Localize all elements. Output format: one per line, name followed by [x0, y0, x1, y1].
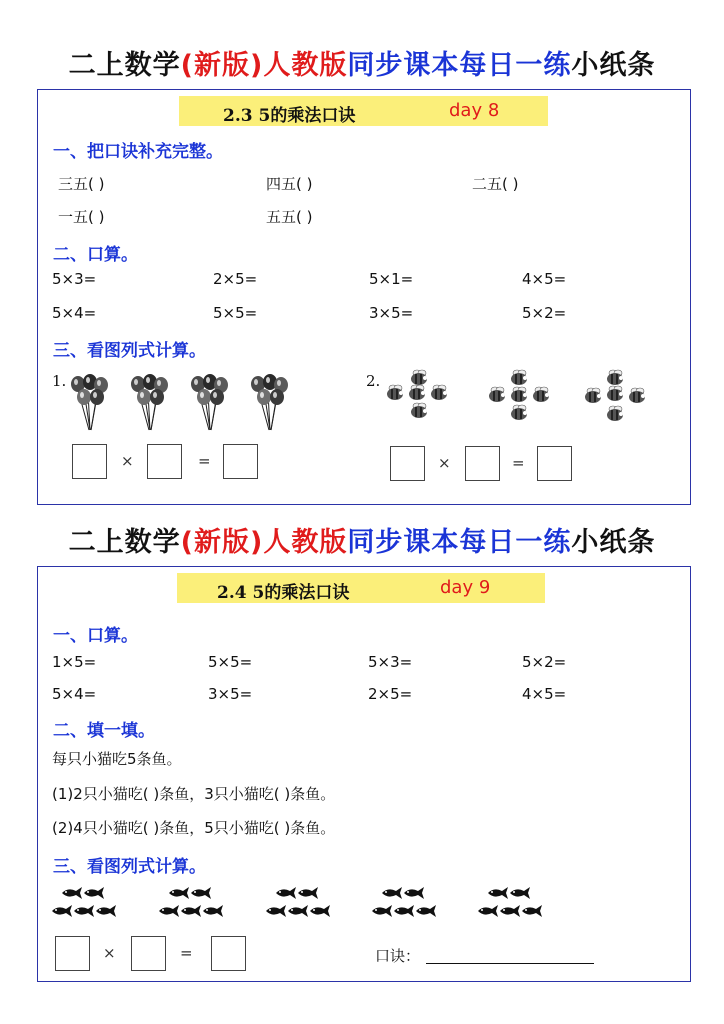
equals-sign: =	[198, 452, 211, 470]
calc-item: 5×2=	[522, 653, 567, 671]
day-banner	[177, 573, 545, 603]
question-intro: 每只小猫吃5条鱼。	[52, 750, 182, 768]
calc-item: 3×5=	[208, 685, 253, 703]
bees-illustration	[383, 368, 653, 436]
calc-item: 5×4=	[52, 685, 97, 703]
problem-number: 1.	[52, 372, 67, 390]
koujue-label: 口诀：	[375, 947, 421, 965]
balloons-illustration	[68, 370, 323, 432]
calc-item: 2×5=	[213, 270, 258, 288]
calc-item: 5×3=	[52, 270, 97, 288]
question-1: (1)2只小猫吃( )条鱼，3只小猫吃( )条鱼。	[52, 785, 336, 803]
lesson-title: 2.3 5的乘法口诀	[223, 106, 356, 126]
worksheet-day8	[37, 89, 691, 505]
worksheet-day9	[37, 566, 691, 982]
fill-item: 二五( )	[472, 175, 519, 193]
day-label: day 9	[440, 577, 491, 598]
equals-sign: =	[180, 944, 193, 962]
answer-box[interactable]	[55, 936, 90, 971]
answer-box[interactable]	[131, 936, 166, 971]
calc-item: 5×5=	[213, 304, 258, 322]
answer-box[interactable]	[465, 446, 500, 481]
calc-item: 5×5=	[208, 653, 253, 671]
calc-item: 1×5=	[52, 653, 97, 671]
section-1-heading: 一、把口诀补充完整。	[53, 142, 223, 162]
main-title-2: 二上数学(新版)人教版同步课本每日一练小纸条	[68, 527, 656, 558]
fill-item: 四五( )	[266, 175, 313, 193]
fill-item: 一五( )	[58, 208, 105, 226]
answer-box[interactable]	[223, 444, 258, 479]
fish-illustration	[52, 885, 572, 927]
equals-sign: =	[512, 454, 525, 472]
section-3-heading: 三、看图列式计算。	[53, 857, 206, 877]
day-label: day 8	[449, 100, 500, 121]
section-3-heading: 三、看图列式计算。	[53, 341, 206, 361]
section-1-heading: 一、口算。	[53, 626, 138, 646]
section-2-heading: 二、口算。	[53, 245, 138, 265]
times-sign: ×	[121, 452, 134, 470]
main-title-1: 二上数学(新版)人教版同步课本每日一练小纸条	[68, 50, 656, 81]
answer-box[interactable]	[72, 444, 107, 479]
calc-item: 5×3=	[368, 653, 413, 671]
answer-box[interactable]	[211, 936, 246, 971]
fill-item: 五五( )	[266, 208, 313, 226]
calc-item: 5×2=	[522, 304, 567, 322]
answer-box[interactable]	[537, 446, 572, 481]
calc-item: 4×5=	[522, 685, 567, 703]
lesson-title: 2.4 5的乘法口诀	[217, 583, 350, 603]
calc-item: 4×5=	[522, 270, 567, 288]
question-2: (2)4只小猫吃( )条鱼，5只小猫吃( )条鱼。	[52, 819, 336, 837]
calc-item: 2×5=	[368, 685, 413, 703]
calc-item: 3×5=	[369, 304, 414, 322]
answer-box[interactable]	[390, 446, 425, 481]
calc-item: 5×4=	[52, 304, 97, 322]
koujue-blank[interactable]	[426, 963, 594, 964]
answer-box[interactable]	[147, 444, 182, 479]
section-2-heading: 二、填一填。	[53, 721, 155, 741]
times-sign: ×	[103, 944, 116, 962]
day-banner	[179, 96, 548, 126]
fill-item: 三五( )	[58, 175, 105, 193]
times-sign: ×	[438, 454, 451, 472]
problem-number: 2.	[366, 372, 381, 390]
calc-item: 5×1=	[369, 270, 414, 288]
